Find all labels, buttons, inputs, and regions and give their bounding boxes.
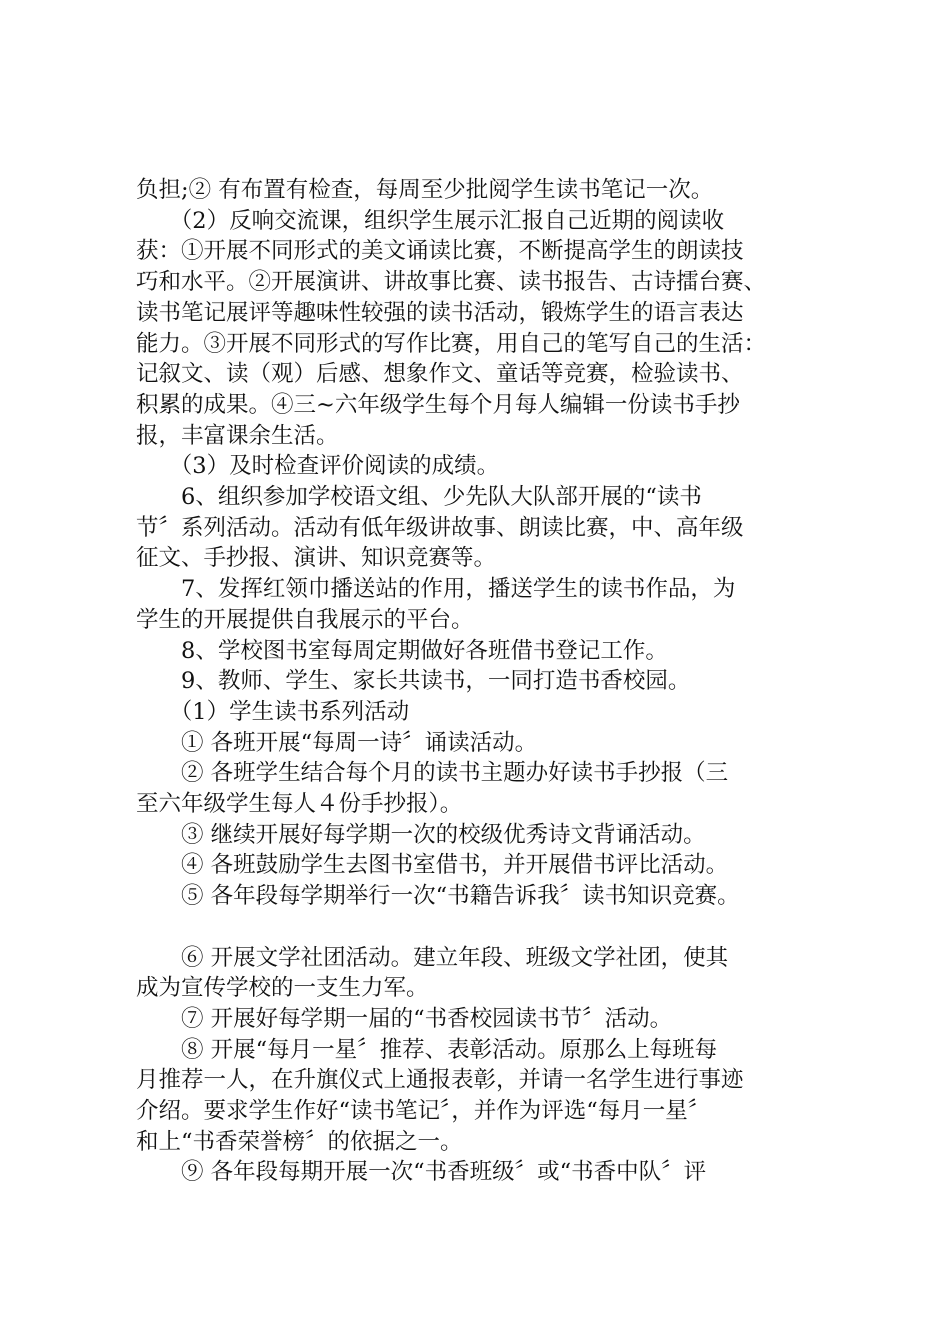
text-line: （1）学生读书系列活动 — [136, 698, 410, 725]
paragraph-gap — [136, 912, 846, 943]
text-line: 8、学校图书室每周定期做好各班借书登记工作。 — [136, 637, 668, 664]
text-line: 6、组织参加学校语文组、少先队大队部开展的“读书 — [136, 484, 702, 511]
text-line: 积累的成果。④三~六年级学生每个月每人编辑一份读书手抄 — [136, 391, 740, 418]
text-line: ④ 各班鼓励学生去图书室借书，并开展借书评比活动。 — [136, 852, 729, 879]
document-body — [136, 175, 846, 1188]
text-line: 节〞系列活动。活动有低年级讲故事、朗读比赛，中、高年级 — [136, 514, 744, 541]
text-line: 能力。③开展不同形式的写作比赛，用自己的笔写自己的生活： — [136, 330, 767, 357]
text-line: 9、教师、学生、家长共读书，一同打造书香校园。 — [136, 668, 691, 695]
text-line: ② 各班学生结合每个月的读书主题办好读书手抄报（三 — [136, 760, 729, 787]
text-line: 7、发挥红领巾播送站的作用，播送学生的读书作品，为 — [136, 576, 736, 603]
text-line: 获：①开展不同形式的美文诵读比赛，不断提高学生的朗读技 — [136, 238, 744, 265]
text-line: 记叙文、读（观）后感、想象作文、童话等竞赛，检验读书、 — [136, 361, 744, 388]
text-line: 成为宣传学校的一支生力军。 — [136, 975, 429, 1002]
text-line: 至六年级学生每人４份手抄报）。 — [136, 791, 463, 818]
text-line: ⑦ 开展好每学期一届的“书香校园读书节〞活动。 — [136, 1005, 673, 1032]
text-line: 读书笔记展评等趣味性较强的读书活动，锻炼学生的语言表达 — [136, 299, 744, 326]
text-line: （2）反响交流课，组织学生展示汇报自己近期的阅读收 — [136, 207, 725, 234]
text-line: ⑥ 开展文学社团活动。建立年段、班级文学社团，使其 — [136, 944, 729, 971]
text-line: 学生的开展提供自我展示的平台。 — [136, 606, 474, 633]
text-line: ⑧ 开展“每月一星〞推荐、表彰活动。原那么上每班每 — [136, 1036, 718, 1063]
text-line: （3）及时检查评价阅读的成绩。 — [136, 453, 500, 480]
text-line: 征文、手抄报、演讲、知识竞赛等。 — [136, 545, 497, 572]
text-line: 报，丰富课余生活。 — [136, 422, 339, 449]
text-line: ③ 继续开展好每学期一次的校级优秀诗文背诵活动。 — [136, 821, 706, 848]
text-line: 巧和水平。②开展演讲、讲故事比赛、读书报告、古诗擂台赛、 — [136, 269, 767, 296]
text-line: 负担;② 有布置有检查，每周至少批阅学生读书笔记一次。 — [136, 177, 714, 203]
text-line: ① 各班开展“每周一诗〞诵读活动。 — [136, 729, 538, 756]
text-line: 和上“书香荣誉榜〞的依据之一。 — [136, 1128, 463, 1155]
text-line: ⑨ 各年段每期开展一次“书香班级〞或“书香中队〞评 — [136, 1159, 707, 1186]
text-line: 月推荐一人，在升旗仪式上通报表彰，并请一名学生进行事迹 — [136, 1067, 744, 1094]
text-line: ⑤ 各年段每学期举行一次“书籍告诉我〞读书知识竞赛。 — [136, 883, 740, 910]
text-line: 介绍。要求学生作好“读书笔记〞，并作为评选“每月一星〞 — [136, 1098, 711, 1125]
